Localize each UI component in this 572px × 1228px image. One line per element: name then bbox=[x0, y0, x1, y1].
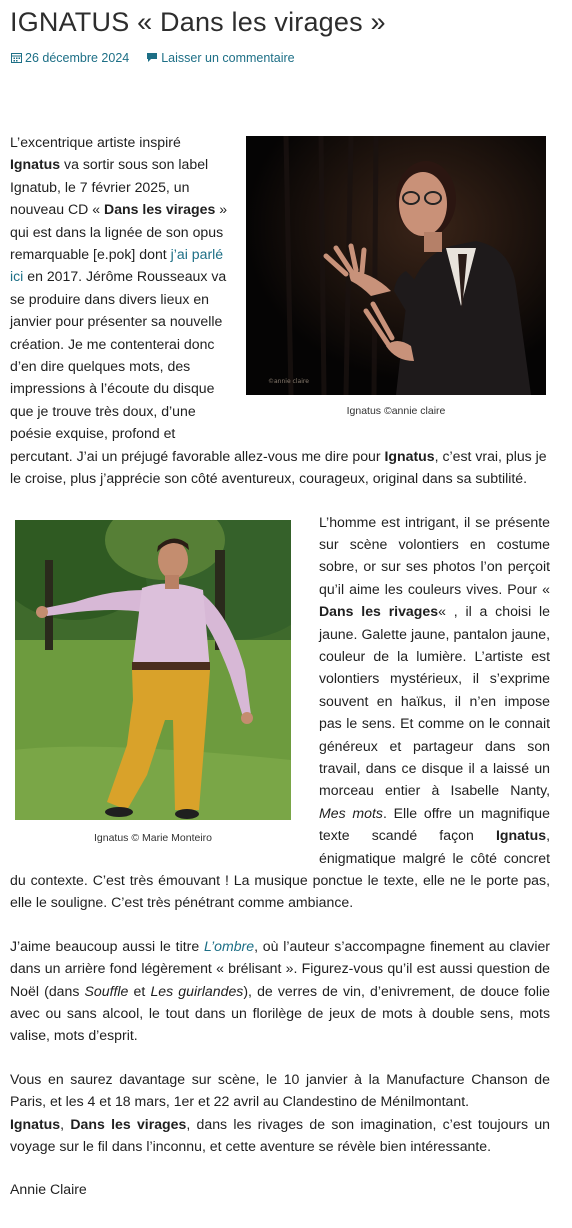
artist-name: Ignatus bbox=[10, 156, 61, 173]
artist-name: Ignatus bbox=[10, 1115, 61, 1132]
artist-name: Ignatus bbox=[495, 827, 547, 844]
calendar-icon bbox=[11, 51, 22, 67]
post-meta bbox=[11, 50, 295, 67]
text-run: , énigmatique malgré le côté concret du contexte. C’est très émouvant ! La musique ponctue le texte, elle ne le porte pas, elle le souligne. C’est très pénétrant comme ambiance. bbox=[10, 827, 550, 911]
signature: Annie Claire bbox=[10, 1181, 87, 1198]
text-run: J’aime beaucoup aussi le titre bbox=[10, 937, 204, 954]
portrait-caption: Ignatus ©annie claire bbox=[346, 405, 446, 417]
text-run: , dans les rivages de son imagination, c’est toujours un voyage sur le fil dans l’inconnu, et cette aventure se révèle bien intéressante. bbox=[10, 1115, 551, 1155]
previous-article-link[interactable]: j’ai parlé ici bbox=[10, 246, 224, 285]
text-run: va sortir sous son label Ignatub, le 7 février 2025, un nouveau CD « bbox=[10, 156, 209, 218]
text-run: , c’est vrai, plus je le croise, plus j’apprécie son côté aventureux, courageux, original dans sa subtilité. bbox=[10, 447, 547, 487]
post-date: 26 décembre 2024 bbox=[25, 51, 130, 65]
comment-link-label: Laisser un commentaire bbox=[161, 51, 295, 65]
outdoor-caption: Ignatus © Marie Monteiro bbox=[93, 831, 213, 844]
artist-name: Ignatus bbox=[384, 447, 435, 464]
paragraph-3 bbox=[10, 935, 550, 1047]
article-body bbox=[10, 131, 550, 1222]
outdoor-figure bbox=[15, 520, 291, 845]
paragraph-4 bbox=[10, 1068, 550, 1158]
text-run: ), de verres de vin, d’enivrement, de douce folie avec ou sans alcool, le tout dans un florilège de jeux de mots à double sens, mots valise, mots d’esprit. bbox=[10, 982, 550, 1044]
text-run: L’homme est intrigant, il se présente sur scène volontiers en costume sobre, or sur ses photos l’on perçoit qu’il aime les couleurs vives. Pour « bbox=[319, 513, 550, 597]
album-title: Dans les virages bbox=[104, 201, 216, 218]
song-title: L’ombre bbox=[203, 937, 255, 954]
text-run: , bbox=[60, 1115, 71, 1132]
album-title: Dans les virages bbox=[70, 1115, 187, 1132]
text-run: Vous en saurez davantage sur scène, le 10 janvier à la Manufacture Chanson de Paris, et les 4 et 18 mars, 1er et 22 avril au Clandestino de Ménilmontant. bbox=[10, 1070, 550, 1110]
svg-text:©annie claire: ©annie claire bbox=[268, 378, 309, 385]
outdoor-photo[interactable] bbox=[15, 520, 291, 820]
song-link-lombre[interactable] bbox=[204, 938, 254, 954]
text-run: en 2017. Jérôme Rousseaux va se produire dans divers lieux en janvier pour présenter sa nouvelle création. Je me contenterai donc d’en dire quelques mots, des impressions à l’écoute du disque que je trouve très doux, d’une poésie exquise, profond et percutant. J’ai un préjugé favorable allez-vous me dire pour bbox=[10, 268, 385, 464]
song-title: Mes mots bbox=[319, 804, 383, 821]
text-run: et bbox=[128, 982, 151, 999]
text-run: L’excentrique artiste inspiré bbox=[10, 134, 181, 150]
song-title: Souffle bbox=[84, 982, 129, 999]
post-title: IGNATUS « Dans les virages » bbox=[10, 7, 386, 37]
post-date-link[interactable] bbox=[11, 51, 133, 65]
speech-bubble-icon bbox=[146, 51, 158, 67]
song-title: Les guirlandes bbox=[150, 982, 244, 999]
text-run: . Elle offre un magnifique texte scandé façon bbox=[319, 804, 550, 844]
comment-link[interactable] bbox=[143, 51, 295, 65]
text-run: » qui est dans la lignée de son opus remarquable [e.pok] dont bbox=[10, 201, 228, 263]
text-run: « , il a choisi le jaune. Galette jaune, pantalon jaune, couleur de la lumière. L’artiste est volontiers mystérieux, il s’exprime souvent en haïkus, il n’en impose pas le sens. Et comme on le connait généreux et partageur dans son travail, dans ce disque il a laissé un morceau entier à Isabelle Nanty, bbox=[319, 603, 551, 799]
portrait-photo[interactable] bbox=[246, 136, 546, 395]
portrait-figure bbox=[246, 136, 546, 418]
text-run: , où l’auteur s’accompagne finement au clavier dans un arrière fond légèrement « brélisant ». Figurez-vous qu’il est aussi question de Noël (dans bbox=[10, 937, 550, 999]
album-title: Dans les rivages bbox=[319, 603, 439, 620]
